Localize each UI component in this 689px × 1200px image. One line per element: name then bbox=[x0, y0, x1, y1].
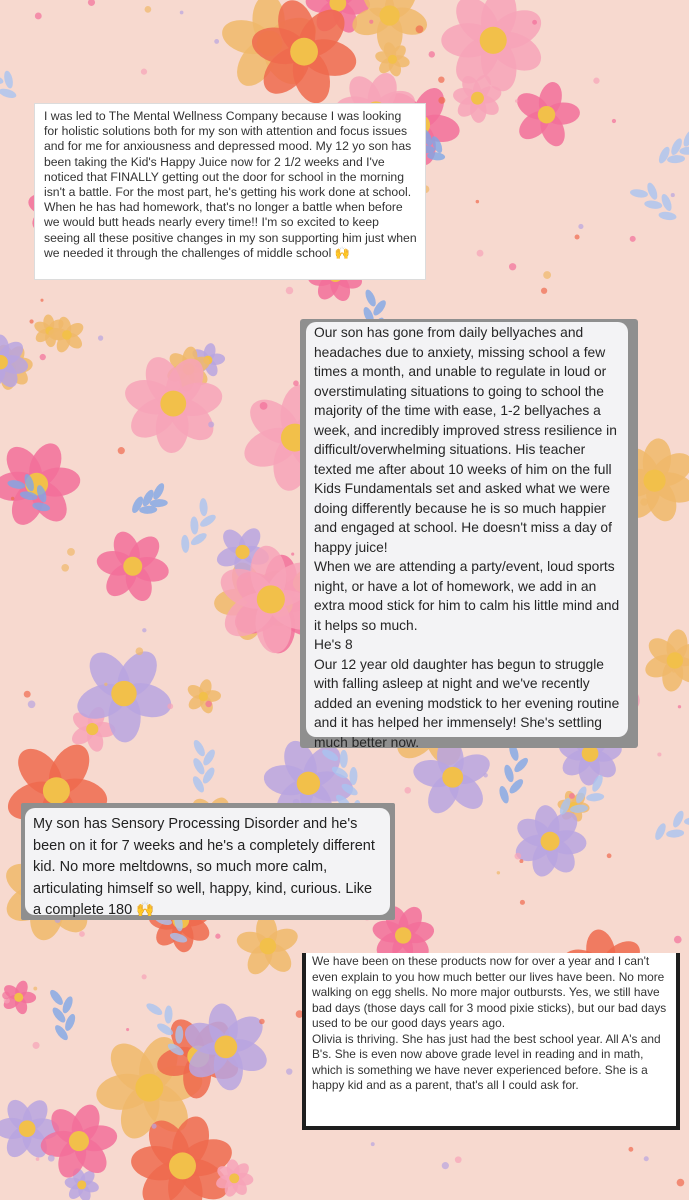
dot-shape bbox=[142, 974, 147, 979]
flower-shape bbox=[39, 1101, 119, 1182]
dot-shape bbox=[40, 354, 46, 360]
dot-shape bbox=[36, 1157, 40, 1161]
dot-shape bbox=[541, 288, 547, 294]
testimonial-card-3 bbox=[21, 803, 395, 920]
dot-shape bbox=[88, 0, 95, 6]
dot-shape bbox=[532, 20, 537, 25]
dot-shape bbox=[142, 628, 146, 632]
dot-shape bbox=[208, 422, 214, 428]
testimonial-text: Our son has gone from daily bellyaches and headaches due to anxiety, missing school a few times a month, and unable to regulate in loud or overstimulating situations to going to school the majority of the time with ease, 1-2 bellyaches a week, and incredibly improved stress resilience in difficult/overwhelming situations. His teacher texted me after about 10 weeks of him on the full Kids Fundamentals set and asked what we were doing differently because he is so much happier and engaged at school. He doesn't miss a day of happy juice! When we are attending a party/event, loud sports night, or have a lot of homework, we add in an extra mood stick for him to calm his little mind and it helps so much. He's 8 Our 12 year old daughter has begun to struggle with falling asleep at night and we've recently added an evening modstick to her evening routine and it has helped her immensely! She's settling much better now. bbox=[314, 325, 620, 750]
dot-shape bbox=[429, 51, 435, 57]
dot-shape bbox=[28, 700, 36, 708]
dot-shape bbox=[657, 752, 661, 756]
dot-shape bbox=[293, 380, 299, 386]
dot-shape bbox=[259, 1019, 265, 1025]
testimonial-card-4 bbox=[302, 953, 680, 1130]
dot-shape bbox=[578, 224, 583, 229]
dot-shape bbox=[67, 548, 75, 556]
flower-shape bbox=[185, 678, 221, 715]
leaf-sprig-shape bbox=[174, 495, 224, 561]
flower-shape bbox=[95, 528, 171, 605]
testimonial-card-2 bbox=[300, 319, 638, 748]
dot-shape bbox=[205, 701, 211, 707]
dot-shape bbox=[404, 787, 411, 794]
dot-shape bbox=[640, 498, 647, 505]
dot-shape bbox=[260, 402, 268, 410]
dot-shape bbox=[483, 773, 488, 778]
leaf-sprig-shape bbox=[652, 126, 689, 175]
dot-shape bbox=[371, 1142, 375, 1146]
dot-shape bbox=[628, 1147, 633, 1152]
dot-shape bbox=[369, 20, 373, 24]
dot-shape bbox=[497, 871, 500, 874]
dot-shape bbox=[118, 447, 125, 454]
leaf-sprig-shape bbox=[648, 794, 689, 852]
dot-shape bbox=[61, 564, 69, 572]
leaf-sprig-shape bbox=[190, 738, 217, 794]
testimonial-text: We have been on these products now for over a year and I can't even explain to you how much better our lives have been. No more walking on egg shells. No more major outbursts. Yes, we still have bad days (those days call for 3 mood pixie sticks), but our bad days used to be our good days years ago. Olivia is thriving. She has just had the best school year. All A's and B's. She is even now above grade level in reading and in math, which is something we have never experienced before. She is a happy kid and as a parent, that's all I could ask for. bbox=[312, 954, 667, 1092]
dot-shape bbox=[98, 335, 103, 340]
dot-shape bbox=[215, 934, 220, 939]
dot-shape bbox=[674, 936, 682, 944]
dot-shape bbox=[543, 271, 551, 279]
dot-shape bbox=[671, 193, 675, 197]
raised-hands-icon: 🙌 bbox=[136, 902, 155, 918]
dot-shape bbox=[286, 287, 294, 295]
dot-shape bbox=[48, 1155, 55, 1162]
dot-shape bbox=[520, 900, 525, 905]
flower-shape bbox=[642, 628, 689, 693]
leaf-sprig-shape bbox=[125, 479, 177, 525]
dot-shape bbox=[476, 200, 479, 203]
dot-shape bbox=[214, 39, 219, 44]
dot-shape bbox=[104, 683, 107, 686]
dot-shape bbox=[515, 99, 518, 102]
dot-shape bbox=[136, 647, 144, 655]
dot-shape bbox=[569, 793, 575, 799]
dot-shape bbox=[607, 853, 612, 858]
dot-shape bbox=[291, 553, 294, 556]
testimonial-card-1 bbox=[34, 103, 426, 280]
dot-shape bbox=[29, 319, 33, 323]
dot-shape bbox=[151, 1124, 156, 1129]
dot-shape bbox=[167, 703, 173, 709]
dot-shape bbox=[286, 1068, 292, 1074]
dot-shape bbox=[438, 97, 445, 104]
dot-shape bbox=[416, 25, 424, 33]
message-bubble bbox=[306, 322, 628, 750]
dot-shape bbox=[438, 76, 444, 82]
flower-shape bbox=[235, 914, 302, 979]
dot-shape bbox=[2, 992, 10, 1000]
dot-shape bbox=[442, 1162, 449, 1169]
leaf-sprig-shape bbox=[47, 985, 80, 1043]
dot-shape bbox=[630, 236, 636, 242]
dot-shape bbox=[677, 1179, 685, 1187]
dot-shape bbox=[509, 263, 516, 270]
dot-shape bbox=[35, 13, 42, 20]
dot-shape bbox=[180, 11, 184, 15]
flower-shape bbox=[512, 80, 580, 150]
dot-shape bbox=[126, 1028, 129, 1031]
leaf-sprig-shape bbox=[626, 173, 686, 228]
dot-shape bbox=[455, 1156, 462, 1163]
testimonial-text: I was led to The Mental Wellness Company because I was looking for holistic solutions both for my son with attention and focus issues and for me for anxiousness and depressed mood. My 12 yo son has been taking the Kid's Happy Juice now for 2 1/2 weeks and I've noticed that FINALLY getting out the door for school in the morning isn't a battle. For the most part, he's getting his work done at school. When he has had homework, that's no longer a battle when before we would butt heads nearly every time!! I'm so excited to keep seeing all these positive changes in my son supporting him just when we needed it through the challenges of middle school bbox=[44, 109, 420, 260]
testimonial-text: My son has Sensory Processing Disorder and he's been on it for 7 weeks and he's a completely different kid. No more meltdowns, so much more calm, articulating himself so well, happy, kind, curious. Like a complete 180 bbox=[33, 816, 379, 918]
dot-shape bbox=[141, 69, 147, 75]
dot-shape bbox=[11, 497, 15, 501]
dot-shape bbox=[145, 6, 152, 13]
message-panel bbox=[306, 953, 676, 1126]
flower-shape bbox=[441, 0, 547, 95]
dot-shape bbox=[40, 299, 43, 302]
dot-shape bbox=[514, 853, 521, 860]
dot-shape bbox=[678, 705, 681, 708]
dot-shape bbox=[593, 78, 599, 84]
dot-shape bbox=[672, 669, 675, 672]
raised-hands-icon: 🙌 bbox=[334, 245, 350, 260]
message-bubble bbox=[25, 808, 390, 918]
dot-shape bbox=[79, 931, 85, 937]
dot-shape bbox=[32, 1042, 39, 1049]
dot-shape bbox=[477, 250, 484, 257]
dot-shape bbox=[33, 987, 37, 991]
dot-shape bbox=[644, 1156, 649, 1161]
leaf-sprig-shape bbox=[0, 46, 27, 106]
dot-shape bbox=[519, 859, 523, 863]
dot-shape bbox=[612, 119, 616, 123]
dot-shape bbox=[24, 691, 31, 698]
dot-shape bbox=[575, 235, 580, 240]
